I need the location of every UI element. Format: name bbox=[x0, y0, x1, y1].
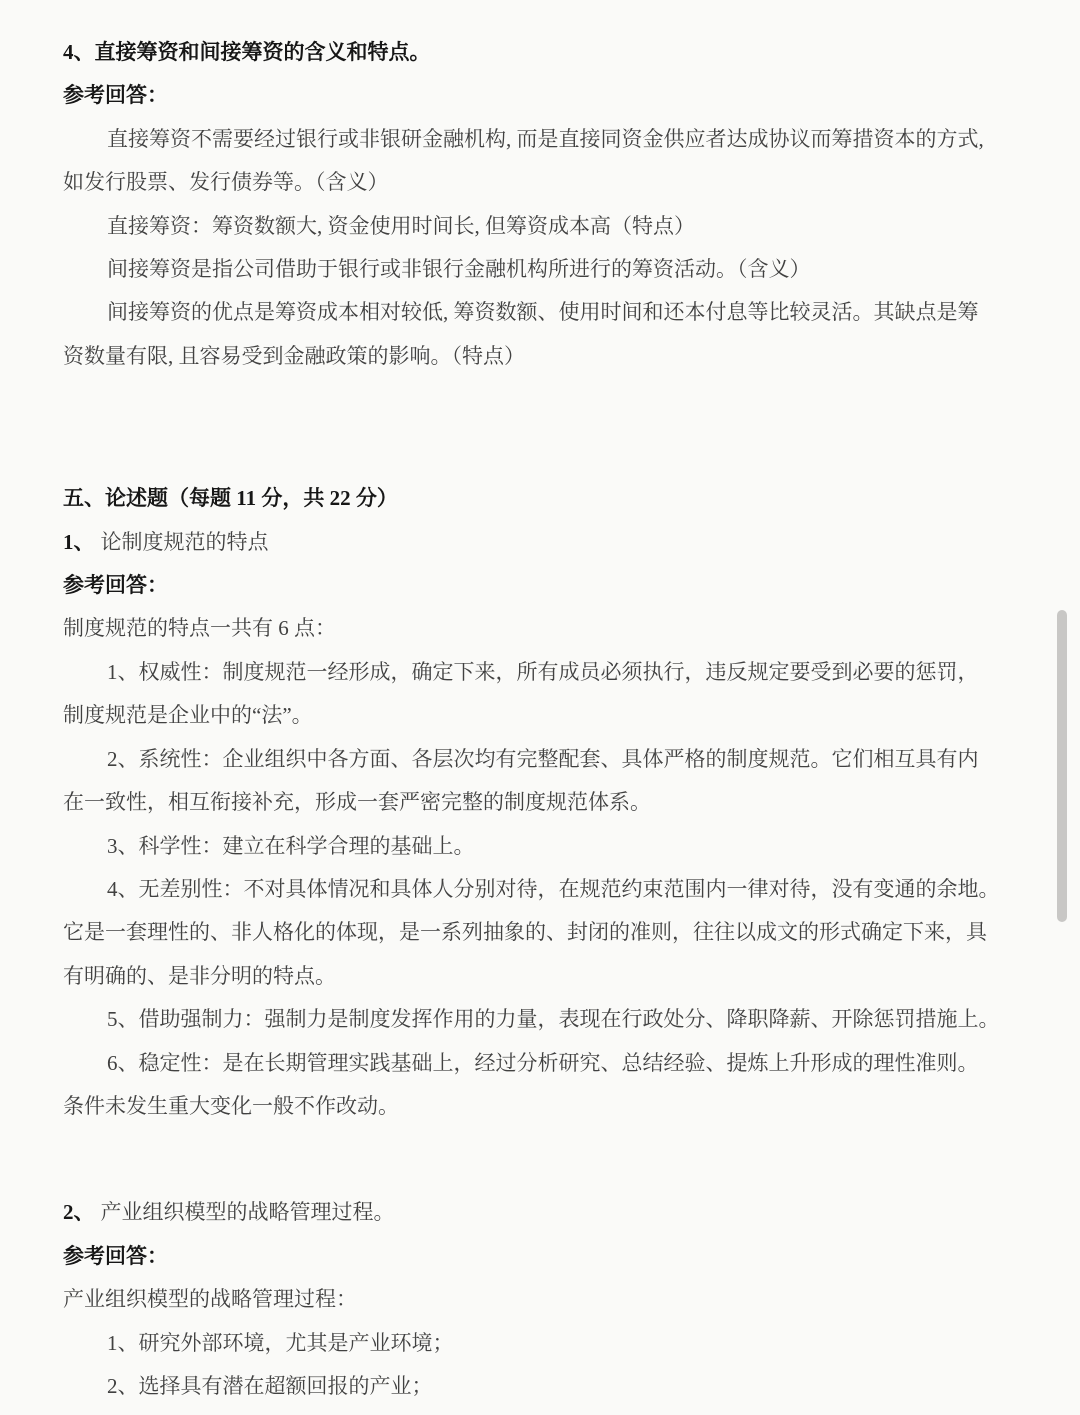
text-line: 间接筹资的优点是筹资成本相对较低, 筹资数额、使用时间和还本付息等比较灵活。其缺点是筹 bbox=[107, 300, 979, 325]
text-line: 间接筹资是指公司借助于银行或非银行金融机构所进行的筹资活动。（含义） bbox=[107, 257, 811, 282]
question-title: 论制度规范的特点 bbox=[100, 529, 269, 554]
text-line: 1、研究外部环境，尤其是产业环境； bbox=[107, 1330, 454, 1355]
text-line: 直接筹资：筹资数额大, 资金使用时间长, 但筹资成本高（特点） bbox=[107, 213, 695, 238]
question-number: 1、 bbox=[63, 529, 95, 554]
question-title: 产业组织模型的战略管理过程。 bbox=[100, 1200, 395, 1225]
text-line: 1、权威性：制度规范一经形成，确定下来，所有成员必须执行，违反规定要受到必要的惩罚， bbox=[107, 659, 979, 684]
text-line: 资数量有限, 且容易受到金融政策的影响。（特点） bbox=[63, 343, 525, 368]
question-number: 2、 bbox=[63, 1200, 95, 1225]
text-line: 有明确的、是非分明的特点。 bbox=[63, 963, 336, 988]
text-line: 2、系统性：企业组织中各方面、各层次均有完整配套、具体严格的制度规范。它们相互具有内 bbox=[107, 746, 979, 771]
essay-question-2-heading bbox=[63, 1191, 1035, 1234]
text-line: 2、选择具有潜在超额回报的产业； bbox=[107, 1373, 433, 1398]
question-4-heading: 4、直接筹资和间接筹资的含义和特点。 bbox=[63, 40, 431, 64]
answer-label: 参考回答： bbox=[63, 83, 168, 108]
text-line: 3、科学性：建立在科学合理的基础上。 bbox=[107, 833, 475, 858]
text-line: 它是一套理性的、非人格化的体现，是一系列抽象的、封闭的准则，往往以成文的形式确定下来，具 bbox=[63, 920, 987, 945]
text-line: 5、借助强制力：强制力是制度发挥作用的力量，表现在行政处分、降职降薪、开除惩罚措施上。 bbox=[107, 1007, 1000, 1032]
answer-label: 参考回答： bbox=[63, 1243, 168, 1268]
text-line: 制度规范的特点一共有 6 点： bbox=[63, 616, 336, 641]
text-line: 制度规范是企业中的“法”。 bbox=[63, 703, 313, 728]
text-line: 6、稳定性：是在长期管理实践基础上，经过分析研究、总结经验、提炼上升形成的理性准则。 bbox=[107, 1050, 979, 1075]
text-line: 产业组织模型的战略管理过程： bbox=[63, 1287, 357, 1312]
text-line: 直接筹资不需要经过银行或非银研金融机构, 而是直接同资金供应者达成协议而筹措资本的方式, bbox=[107, 126, 984, 151]
essay-question-1-heading bbox=[63, 521, 1035, 564]
text-line: 4、无差别性：不对具体情况和具体人分别对待，在规范约束范围内一律对待，没有变通的余地。 bbox=[107, 876, 1000, 901]
text-line: 在一致性，相互衔接补充，形成一套严密完整的制度规范体系。 bbox=[63, 790, 651, 815]
question-4-block bbox=[63, 31, 1035, 378]
essay-section bbox=[63, 477, 1035, 1408]
text-line: 条件未发生重大变化一般不作改动。 bbox=[63, 1093, 399, 1118]
essay-section-heading: 五、论述题（每题 11 分，共 22 分） bbox=[63, 486, 398, 511]
answer-label: 参考回答： bbox=[63, 573, 168, 598]
text-line: 如发行股票、发行债券等。（含义） bbox=[63, 170, 389, 195]
scrollbar-thumb[interactable] bbox=[1057, 610, 1067, 922]
